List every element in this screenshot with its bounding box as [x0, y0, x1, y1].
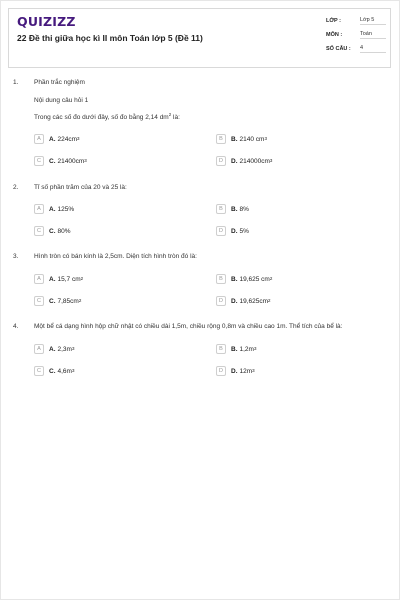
option-box[interactable]: A: [34, 274, 44, 284]
option-d[interactable]: D D. 19,625cm 2: [216, 296, 271, 306]
subject-value: Toán: [360, 31, 386, 39]
question-number: 2.: [13, 184, 19, 191]
option-d[interactable]: D D. 214000cm 3: [216, 156, 272, 166]
quizizz-logo: QUIZIZZ: [17, 14, 76, 29]
option-c[interactable]: C C. 7,85cm 2: [34, 296, 81, 306]
option-a[interactable]: A A. 15,7 cm 2: [34, 274, 83, 284]
option-box[interactable]: A: [34, 344, 44, 354]
option-b[interactable]: B B. 19,625 cm 2: [216, 274, 272, 284]
option-a[interactable]: A A. 224cm 3: [34, 134, 80, 144]
question-subheading: Nội dung câu hỏi 1: [34, 97, 89, 104]
question-text: Trong các số đo dưới đây, số đo bằng 2,14 $dm^2$ là:: [34, 112, 180, 121]
option-box[interactable]: C: [34, 156, 44, 166]
question-count-label: SỐ CÂU :: [326, 46, 351, 52]
option-box[interactable]: B: [216, 344, 226, 354]
option-box[interactable]: B: [216, 134, 226, 144]
option-b[interactable]: B B. 2140 cm 3: [216, 134, 267, 144]
option-b[interactable]: B B. 1,2m 3: [216, 344, 256, 354]
worksheet-header: [8, 8, 391, 68]
question-number: 4.: [13, 323, 19, 330]
option-c[interactable]: C C. 21400cm 3: [34, 156, 87, 166]
option-box[interactable]: B: [216, 204, 226, 214]
option-box[interactable]: D: [216, 226, 226, 236]
page-title: 22 Đề thi giữa học kì II môn Toán lớp 5 (Đề 11): [17, 33, 203, 43]
option-box[interactable]: D: [216, 366, 226, 376]
class-label: LỚP :: [326, 18, 341, 24]
option-b[interactable]: B B. 8%: [216, 204, 249, 214]
question-text: Tỉ số phần trăm của 20 và 25 là:: [34, 184, 127, 191]
option-d[interactable]: D D. 5%: [216, 226, 249, 236]
question-number: 1.: [13, 79, 19, 86]
option-box[interactable]: C: [34, 296, 44, 306]
subject-label: MÔN :: [326, 32, 343, 38]
option-d[interactable]: D D. 12m 3: [216, 366, 255, 376]
option-c[interactable]: C C. 80%: [34, 226, 71, 236]
option-box[interactable]: C: [34, 366, 44, 376]
option-box[interactable]: A: [34, 134, 44, 144]
option-box[interactable]: C: [34, 226, 44, 236]
option-box[interactable]: D: [216, 156, 226, 166]
question-number: 3.: [13, 253, 19, 260]
option-a[interactable]: A A. 125%: [34, 204, 74, 214]
question-text: Một bể cá dạng hình hộp chữ nhật có chiều dài 1,5m, chiều rộng 0,8m và chiều cao 1m. Thể tích của bể là:: [34, 323, 343, 330]
question-text: Hình tròn có bán kính là 2,5cm. Diện tích hình tròn đó là:: [34, 253, 197, 260]
option-box[interactable]: D: [216, 296, 226, 306]
option-box[interactable]: B: [216, 274, 226, 284]
class-value: Lớp 5: [360, 17, 386, 25]
option-box[interactable]: A: [34, 204, 44, 214]
option-c[interactable]: C C. 4,6m 3: [34, 366, 74, 376]
question-count-value: 4: [360, 45, 386, 53]
section-heading: Phần trắc nghiệm: [34, 79, 85, 86]
option-a[interactable]: A A. 2,3m 3: [34, 344, 74, 354]
